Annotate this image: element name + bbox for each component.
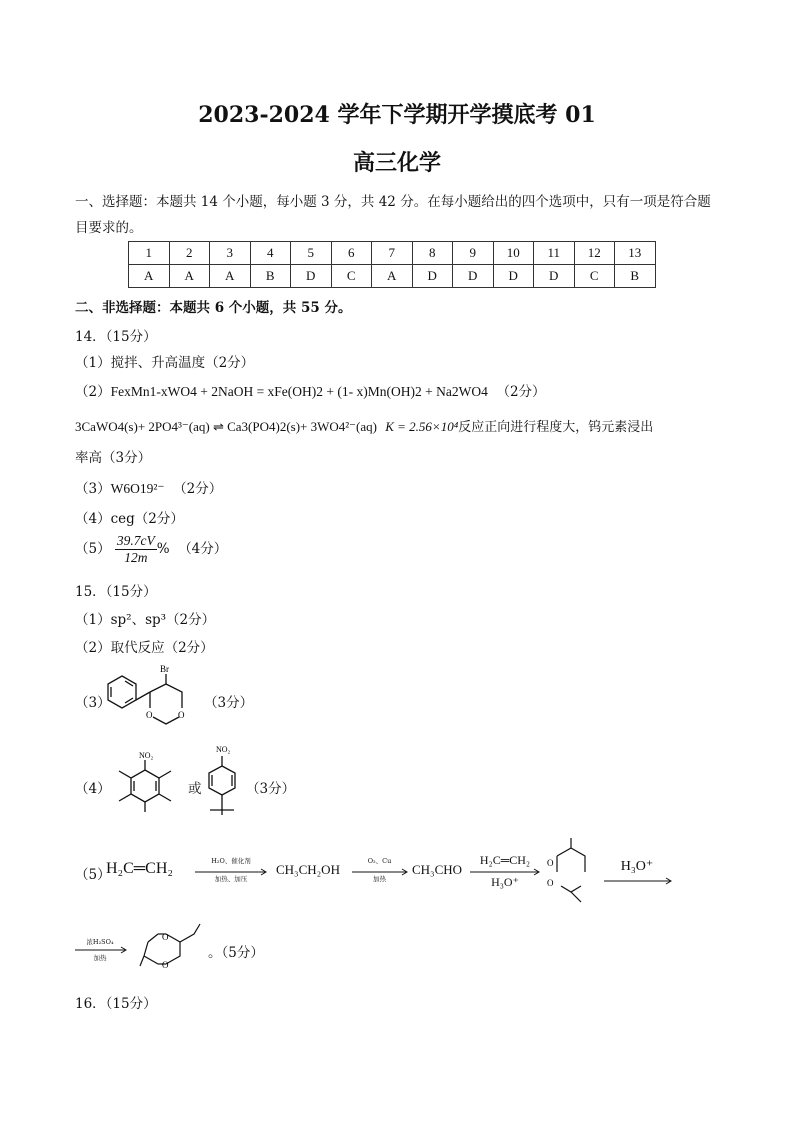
arrow3-bottom-label: H₃O⁺: [491, 875, 519, 889]
answer-letter: D: [412, 265, 453, 288]
section1-heading: 一、选择题：本题共 14 个小题，每小题 3 分，共 42 分。在每小题给出的四个选项中，只有一项是符合题: [75, 194, 711, 210]
q14-k-value: K = 2.56×10⁴: [385, 419, 459, 434]
answer-letter: D: [453, 265, 494, 288]
answer-number: 9: [453, 242, 494, 265]
section1-heading-cont: 目要求的。: [75, 220, 143, 236]
fraction-numerator: 39.7cV: [116, 533, 155, 548]
answer-number: 2: [169, 242, 210, 265]
q14-fraction: [115, 533, 157, 566]
acetaldehyde: CH₃CHO: [412, 862, 463, 877]
q14-part2-label: （2）: [75, 384, 111, 400]
q14-ksp-equation: 3CaWO4(s)+ 2PO4³⁻(aq) ⇌ Ca3(PO4)2(s)+ 3WO4²⁻(aq): [75, 419, 377, 434]
svg-text:O: O: [162, 960, 169, 970]
answer-letter: C: [331, 265, 372, 288]
q15-part4-score: （3分）: [246, 781, 296, 797]
q15-part4-label: （4）: [75, 781, 111, 797]
answer-number: 5: [291, 242, 332, 265]
answer-letter: C: [574, 265, 615, 288]
answer-number: 4: [250, 242, 291, 265]
phenyl-ring: [108, 676, 136, 708]
answer-letter: A: [169, 265, 210, 288]
q14-part3-score: （2分）: [173, 481, 223, 497]
section2-heading: 二、非选择题：本题共 6 个小题，共 55 分。: [75, 300, 352, 316]
q15-part4-structure-b: [202, 740, 248, 830]
q14-part2-eq2: [75, 416, 653, 435]
oxygen-atom: O: [146, 710, 153, 720]
answer-number: 11: [534, 242, 575, 265]
arrow2-bottom-label: 加热: [373, 875, 386, 883]
nitro-group: NO₂: [216, 745, 231, 754]
q14-part5: [75, 533, 227, 566]
q15-part3-score: （3分）: [204, 695, 254, 711]
page-title: 2023-2024 学年下学期开学摸底考 01: [198, 102, 596, 128]
arrow5-bottom-label: 加热: [93, 954, 107, 962]
answer-letter: A: [210, 265, 251, 288]
q14-header: 14．（15分）: [75, 329, 157, 345]
answer-table-numbers-row: [129, 242, 656, 265]
ethanol: CH₃CH₂OH: [276, 862, 340, 877]
q15-part3-structure: [100, 662, 204, 734]
answer-letter: B: [615, 265, 656, 288]
q14-part1: （1）搅拌、升高温度（2分）: [75, 355, 255, 371]
dioxane-intermediate: [537, 836, 599, 908]
q14-part3-formula: W6O19²⁻: [110, 481, 165, 496]
reaction-arrow-4: [604, 877, 674, 885]
ethylene-start: H₂C═CH₂: [106, 860, 173, 877]
q15-part4-or: 或: [188, 781, 202, 797]
q14-percent: %: [156, 541, 170, 557]
answer-letter: A: [372, 265, 413, 288]
q15-part1: （1）sp²、sp³（2分）: [75, 612, 216, 628]
answer-number: 10: [493, 242, 534, 265]
arrow4-top-label: H₃O⁺: [620, 859, 654, 874]
q14-part5-score: （4分）: [178, 541, 228, 557]
answer-number: 12: [574, 242, 615, 265]
bromine-atom: Br: [160, 664, 169, 674]
q14-conclusion-cont: 率高（3分）: [75, 450, 152, 466]
q14-conclusion: 反应正向进行程度大，钨元素浸出: [458, 420, 654, 435]
svg-text:O: O: [547, 878, 554, 888]
answer-letter: D: [291, 265, 332, 288]
q14-part2-equation: FexMn1-xWO4 + 2NaOH = xFe(OH)2 + (1- x)Mn(OH)2 + Na2WO4: [110, 384, 488, 399]
page-subtitle: 高三化学: [352, 150, 441, 176]
arrow1-top-label: H₂O、催化剂: [211, 857, 251, 865]
q14-part5-label: （5）: [75, 541, 111, 557]
arrow1-bottom-label: 加热、加压: [214, 875, 248, 883]
arrow3-top-label: H₂C═CH₂: [479, 853, 531, 867]
svg-text:O: O: [162, 932, 169, 942]
q15-part5-label: （5）: [75, 867, 111, 883]
answer-table-answers-row: [129, 265, 656, 288]
answer-number: 13: [615, 242, 656, 265]
dioxane-product: [136, 918, 206, 980]
arrow2-top-label: O₂、Cu: [367, 857, 392, 865]
q15-part4-structure-a: [105, 748, 185, 824]
answer-letter: D: [493, 265, 534, 288]
q14-part2: [75, 380, 546, 400]
q14-part3: [75, 477, 222, 497]
q15-header: 15．（15分）: [75, 584, 157, 600]
answer-letter: B: [250, 265, 291, 288]
q14-part3-label: （3）: [75, 481, 111, 497]
nitro-group: NO₂: [139, 751, 154, 760]
q14-part2-score: （2分）: [496, 384, 546, 400]
fraction-denominator: 12m: [124, 550, 148, 565]
answer-number: 7: [372, 242, 413, 265]
q15-part2: （2）取代反应（2分）: [75, 640, 214, 656]
answer-letter: D: [534, 265, 575, 288]
q14-part4: （4）ceg（2分）: [75, 511, 184, 527]
q15-part3-label: （3）: [75, 695, 111, 711]
svg-text:O: O: [547, 858, 554, 868]
answer-number: 8: [412, 242, 453, 265]
q16-header: 16．（15分）: [75, 996, 157, 1012]
answer-letter: A: [129, 265, 170, 288]
oxygen-atom: O: [178, 710, 185, 720]
answer-number: 1: [129, 242, 170, 265]
answer-table: [128, 241, 656, 288]
answer-number: 6: [331, 242, 372, 265]
q15-part5-score: 。（5分）: [208, 945, 264, 961]
answer-number: 3: [210, 242, 251, 265]
arrow5-top-label: 浓H₂SO₄: [86, 938, 114, 946]
